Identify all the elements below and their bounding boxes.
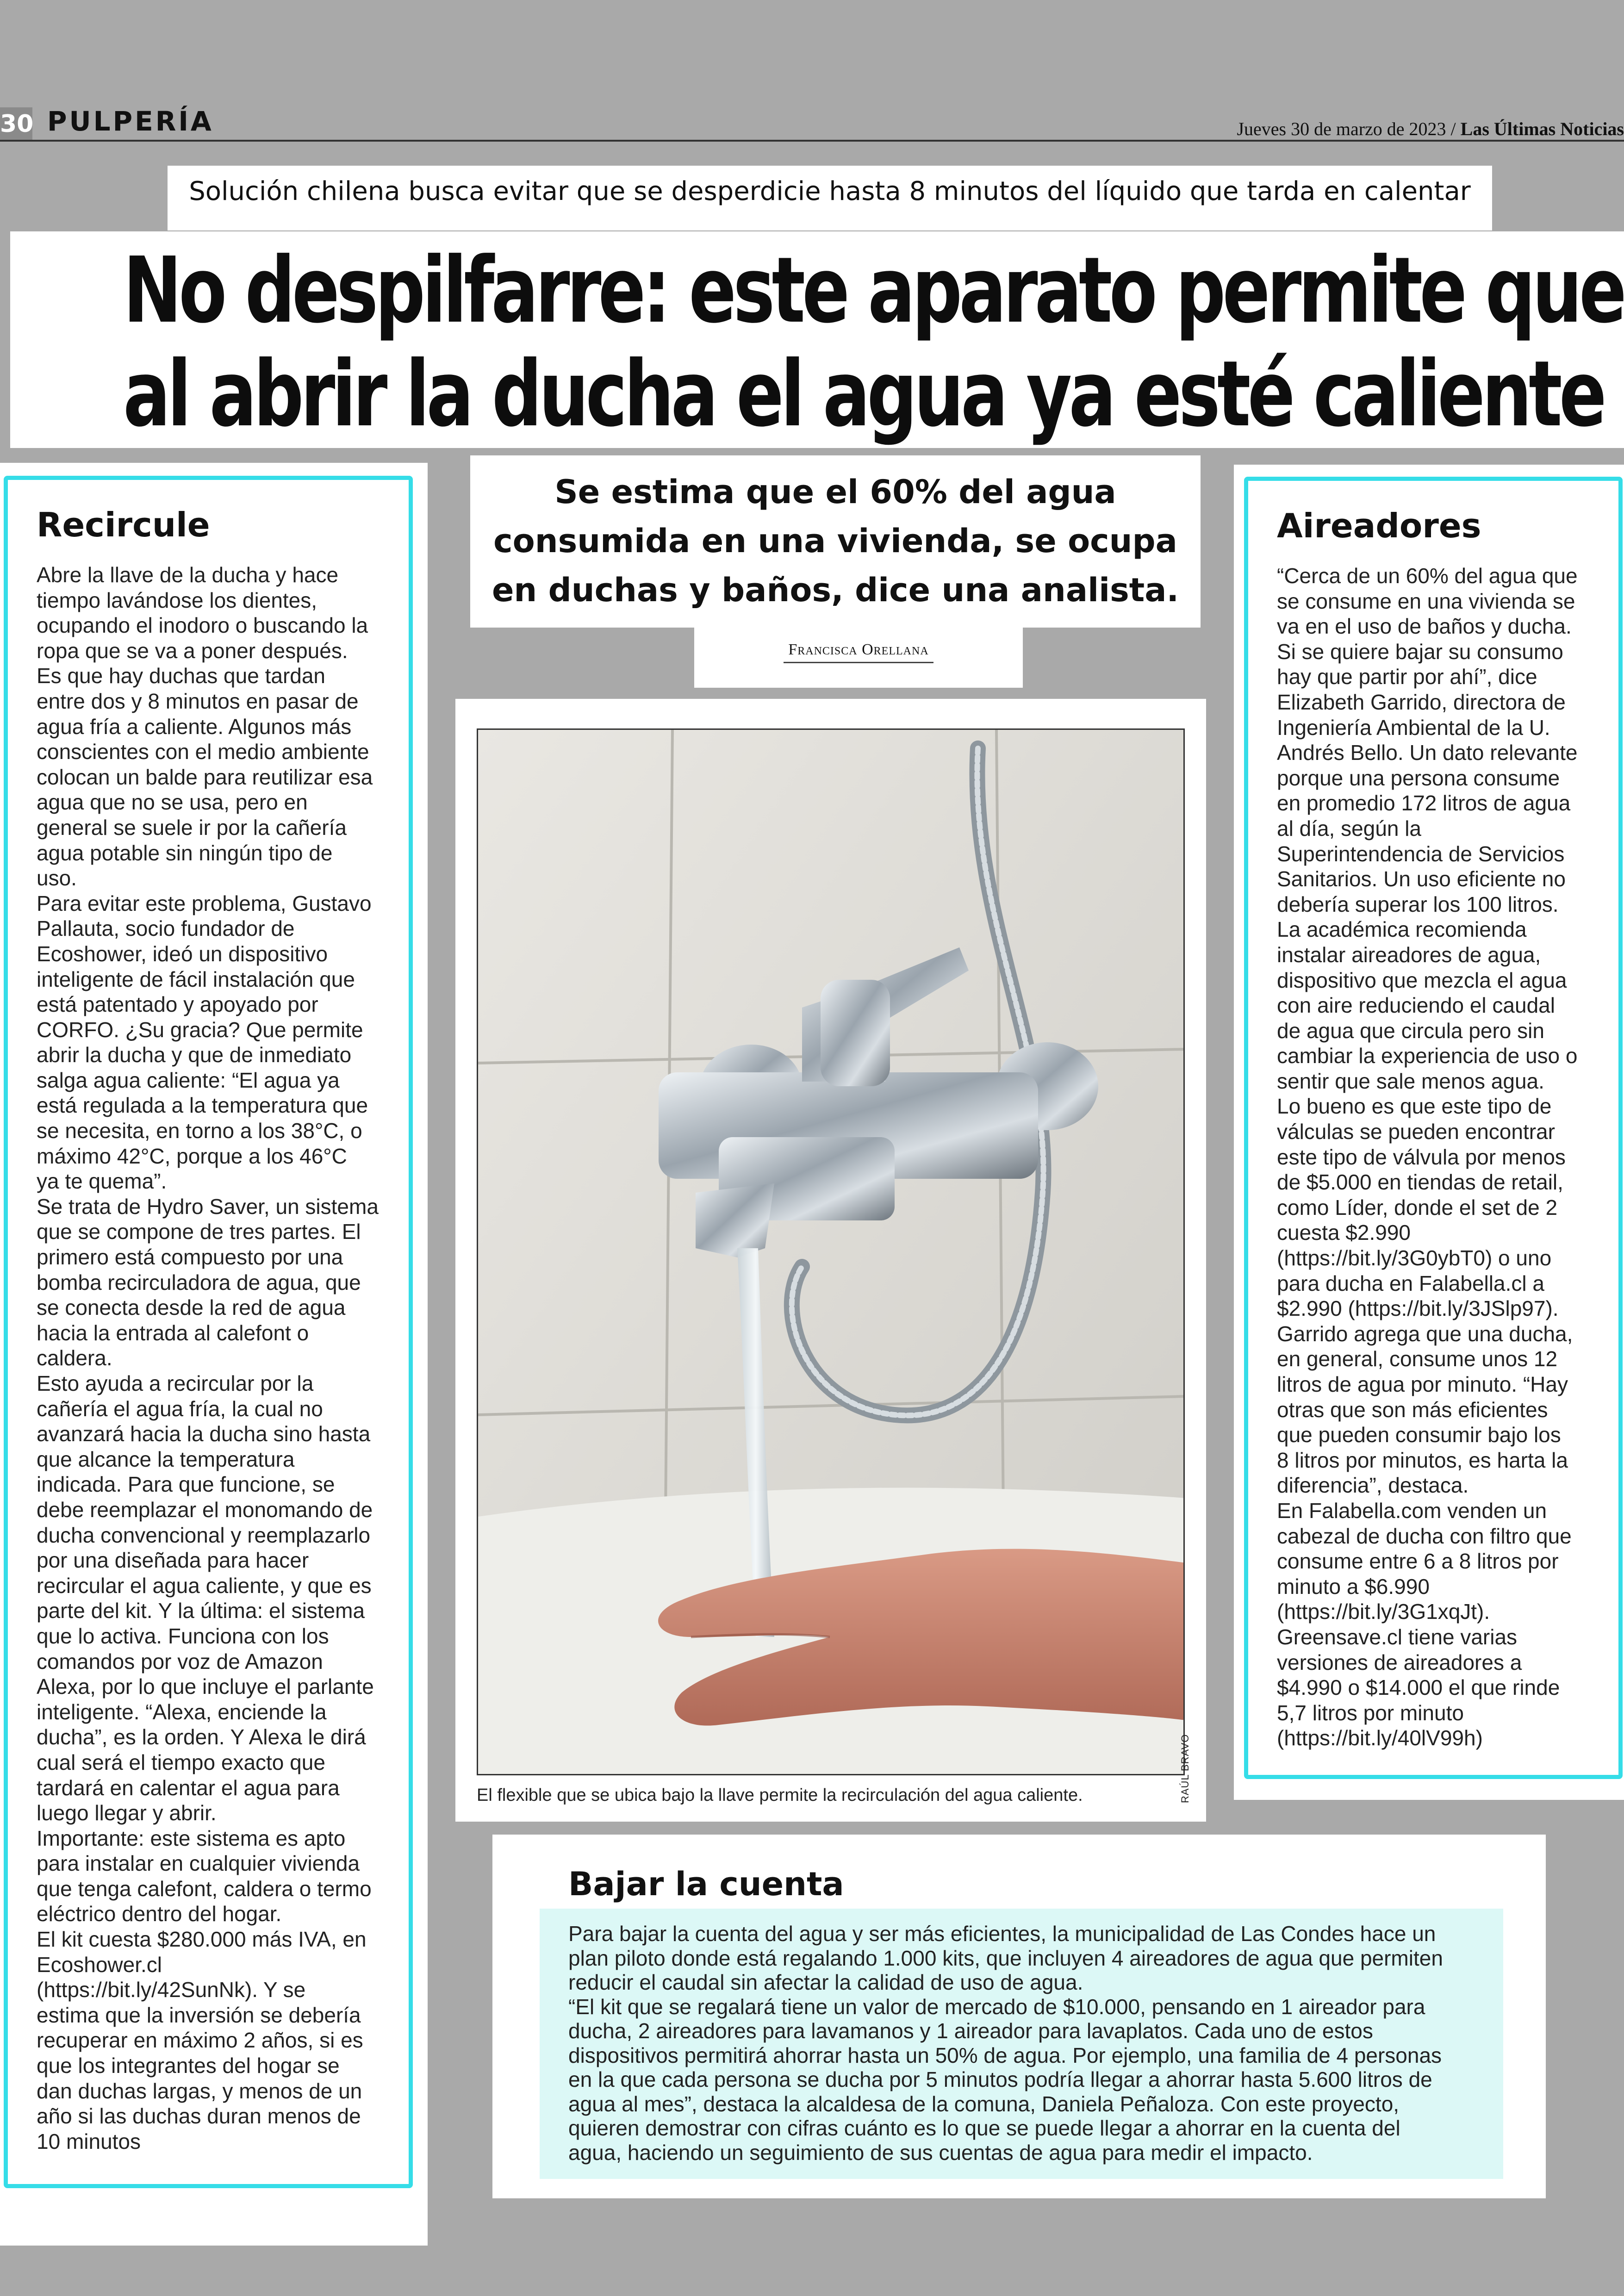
bajar-la-cuenta-box: [492, 1835, 1546, 2198]
issue-date: Jueves 30 de marzo de 2023: [1237, 118, 1446, 139]
headline-line-1: No despilfarre: este aparato permite que: [123, 238, 1624, 343]
header-rule: [0, 140, 1624, 142]
newspaper-name: Las Últimas Noticias: [1460, 118, 1624, 139]
issue-info: [1237, 117, 1624, 142]
recircule-column: [0, 463, 428, 2246]
aireadores-title: Aireadores: [1277, 506, 1481, 545]
byline-box: [694, 627, 1023, 688]
photo-caption: El flexible que se ubica bajo la llave permite la recirculación del agua caliente.: [477, 1786, 1083, 1805]
aireadores-body: “Cerca de un 60% del agua que se consume en una vivienda se va en el uso de baños y ducha. Si se quiere bajar su consumo hay que partir por ahí”, dice Elizabeth Garrido, directora de Ingeniería Ambiental de la U. Andrés Bello. Un dato relevante porque una persona consume en promedio 172 litros de agua al día, según la Superintendencia de Servicios Sanitarios. Un uso eficiente no debería superar los 100 litros. La académica recomienda instalar aireadores de agua, dispositivo que mezcla el agua con aire reduciendo el caudal de agua que circula pero sin cambiar la experiencia de uso o sentir que sale menos agua. Lo bueno es que este tipo de válculas se pueden encontrar este tipo de válvula por menos de $5.000 en tiendas de retail, como Líder, donde el set de 2 cuesta $2.990 (https://bit.ly/3G0ybT0) o uno para ducha en Falabella.cl a $2.990 (https://bit.ly/3JSlp97). Garrido agrega que una ducha, en general, consume unos 12 litros de agua por minuto. “Hay otras que son más eficientes que pueden consumir bajo los 8 litros por minutos, es harta la diferencia”, destaca. En Falabella.com venden un cabezal de ducha con filtro que consume entre 6 a 8 litros por minuto a $6.990 (https://bit.ly/3G1xqJt). Greensave.cl tiene varias versiones de aireadores a $4.990 o $14.000 el que rinde 5,7 litros por minuto (https://bit.ly/40lV99h): [1277, 564, 1578, 1750]
bajar-la-cuenta-panel: [540, 1909, 1503, 2179]
kicker: Solución chilena busca evitar que se desperdicie hasta 8 minutos del líquido que tarda en calentar: [168, 166, 1492, 230]
page-number: 30: [0, 107, 32, 141]
headline: [123, 231, 1624, 447]
recircule-body: Abre la llave de la ducha y hace tiempo lavándose los dientes, ocupando el inodoro o buscando la ropa que se va a poner después. Es que hay duchas que tardan entre dos y 8 minutos en pasar de agua fría a caliente. Algunos más conscientes con el medio ambiente colocan un balde para reutilizar esa agua que no se usa, pero en general se suele ir por la cañería agua potable sin ningún tipo de uso. Para evitar este problema, Gustavo Pallauta, socio fundador de Ecoshower, ideó un dispositivo inteligente de fácil instalación que está patentado y apoyado por CORFO. ¿Su gracia? Que permite abrir la ducha y que de inmediato salga agua caliente: “El agua ya está regulada a la temperatura que se necesita, en torno a los 38°C, o máximo 42°C, porque a los 46°C ya te quema”. Se trata de Hydro Saver, un sistema que se compone de tres partes. El primero está compuesto por una bomba recirculadora de agua, que se conecta desde la red de agua hacia la entrada al calefont o caldera. Esto ayuda a recircular por la cañería el agua fría, la cual no avanzará hacia la ducha sino hasta que alcance la temperatura indicada. Para que funcione, se debe reemplazar el monomando de ducha convencional y reemplazarlo por una diseñada para hacer recircular el agua caliente, y que es parte del kit. Y la última: el sistema que lo activa. Funciona con los comandos por voz de Amazon Alexa, por lo que incluye el parlante inteligente. “Alexa, enciende la ducha”, es la orden. Y Alexa le dirá cual será el tiempo exacto que tardará en calentar el agua para luego llegar y abrir. Importante: este sistema es apto para instalar en cualquier vivienda que tenga calefont, caldera o termo eléctrico dentro del hogar. El kit cuesta $280.000 más IVA, en Ecoshower.cl (https://bit.ly/42SunNk). Y se estima que la inversión se debería recuperar en máximo 2 años, si es que los integrantes del hogar se dan duchas largas, y menos de un año si las duchas duran menos de 10 minutos: [37, 563, 379, 2153]
bajar-la-cuenta-body: Para bajar la cuenta del agua y ser más eficientes, la municipalidad de Las Condes hace un plan piloto donde está regalando 1.000 kits, que incluyen 4 aireadores de agua que permiten reducir el caudal sin afectar la calidad de uso de agua. “El kit que se regalará tiene un valor de mercado de $10.000, pensando en 1 aireador para ducha, 2 aireadores para lavamanos y 1 aireador para lavaplatos. Cada uno de estos dispositivos permitirá ahorrar hasta un 50% de agua. Por ejemplo, una familia de 4 personas en la que cada persona se ducha por 5 minutos podría llegar a ahorrar hasta 5.600 litros de agua al mes”, destaca la alcaldesa de la comuna, Daniela Peñaloza. Con este proyecto, quieren demostrar con cifras cuánto es lo que se puede llegar a ahorrar en la cuenta del agua, haciendo un seguimiento de sus cuentas de agua para medir el impacto.: [568, 1922, 1443, 2165]
aireadores-column: [1234, 465, 1624, 1800]
byline: Francisca Orellana: [784, 639, 933, 663]
shower-faucet-photo: [477, 728, 1185, 1775]
section-name: PULPERÍA: [47, 106, 214, 137]
issue-separator: /: [1446, 118, 1461, 139]
photo-credit-text: RAÚL BRAVO: [1179, 1734, 1191, 1803]
headline-box: [10, 231, 1624, 448]
aireadores-box: [1244, 477, 1623, 1779]
recircule-box: [4, 476, 413, 2188]
recircule-title: Recircule: [37, 505, 210, 544]
headline-line-2: al abrir la ducha el agua ya esté caliente: [123, 342, 1604, 447]
faucet-illustration: [478, 730, 1185, 1775]
pull-quote: Se estima que el 60% del agua consumida en una vivienda, se ocupa en duchas y baños, dice una analista.: [470, 455, 1201, 628]
photo-card: [455, 699, 1206, 1822]
bajar-la-cuenta-title: Bajar la cuenta: [568, 1865, 844, 1903]
